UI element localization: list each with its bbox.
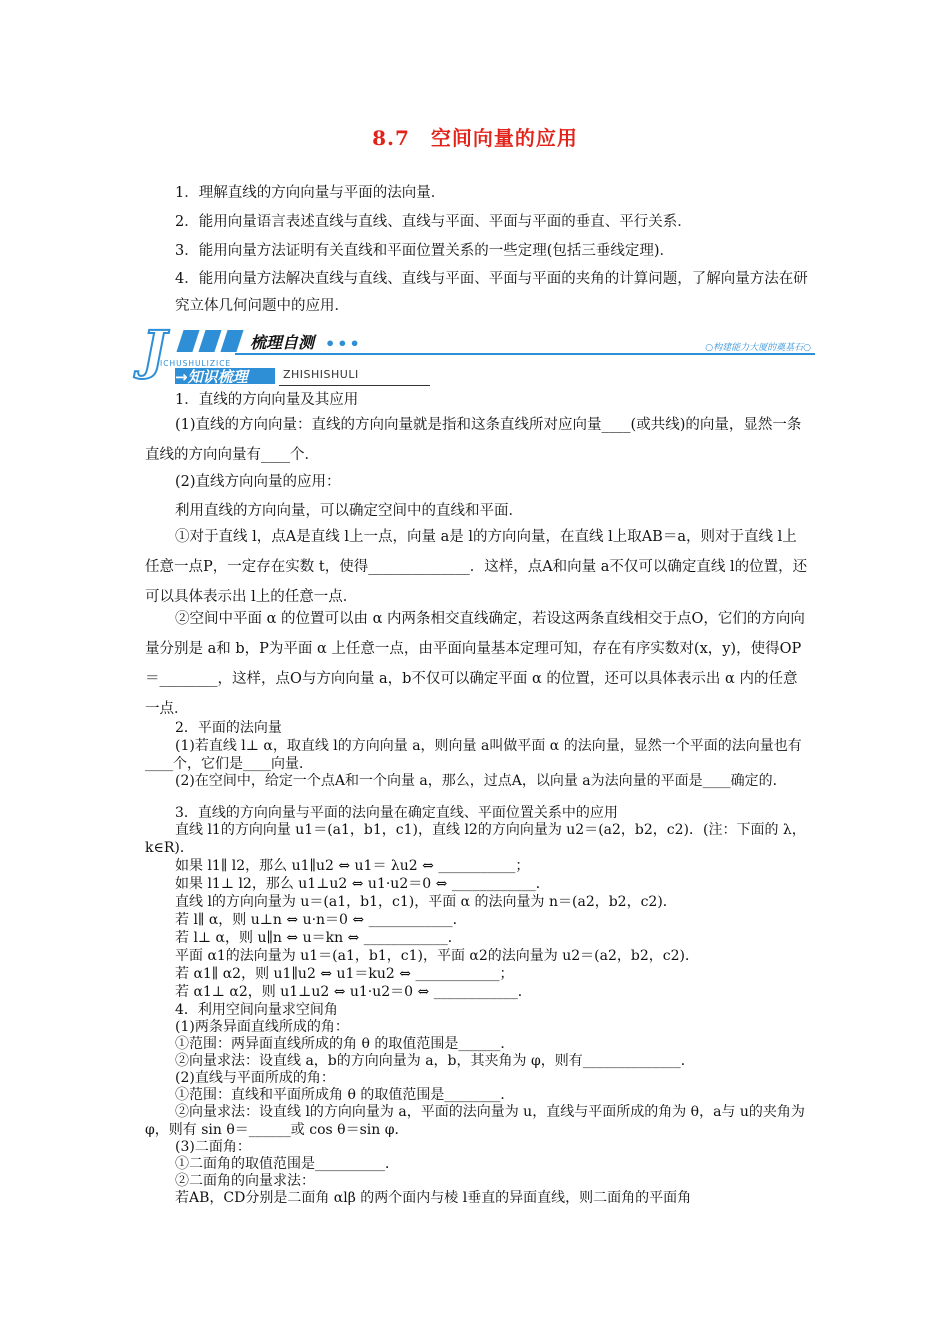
para-3-1: 直线 l1的方向向量 u1＝(a1，b1，c1)，直线 l2的方向向量为 u2＝(a2，b2，c2)．(注：下面的 λ，k∈R)． xyxy=(145,822,806,856)
para-1-2-heading: (2)直线方向向量的应用： xyxy=(175,474,341,490)
banner-rule xyxy=(235,353,815,355)
para-2-heading: 2．平面的法向量 xyxy=(175,720,282,736)
para-3-line-7: 若 α1∥ α2，则 u1∥u2 ⇔ u1＝ku2 ⇔ ____________； xyxy=(175,966,514,982)
para-4-7: (3)二面角： xyxy=(175,1139,251,1155)
para-1-1: (1)直线的方向向量：直线的方向向量就是指和这条直线所对应向量____(或共线)的向量，显然一条直线的方向向量有____个． xyxy=(145,417,802,463)
para-1-2-text: 利用直线的方向向量，可以确定空间中的直线和平面． xyxy=(175,503,523,519)
para-3-line-1: 如果 l1∥ l2，那么 u1∥u2 ⇔ u1＝ λu2 ⇔ ___________； xyxy=(175,858,530,874)
banner-title: 梳理自测 xyxy=(250,333,315,352)
para-3-line-4: 若 l∥ α，则 u⊥n ⇔ u·n＝0 ⇔ ____________． xyxy=(175,912,467,928)
para-3-heading: 3．直线的方向向量与平面的法向量在确定直线、平面位置关系中的应用 xyxy=(175,805,618,821)
para-4-heading: 4．利用空间向量求空间角 xyxy=(175,1002,338,1018)
para-1-circle-2: ②空间中平面 α 的位置可以由 α 内两条相交直线确定，若设这两条直线相交于点O，它们的方向向量分别是 a和 b，P为平面 α 上任意一点，由平面向量基本定理可知，存在有序实数对(x，y)，使得OP＝________，这样，点O与方向向量 a，b不仅可以确定平面 α 的位置，还可以具体表示出 α 内的任意一点． xyxy=(145,611,805,717)
objective-1: 1．理解直线的方向向量与平面的法向量． xyxy=(175,185,446,201)
para-4-10: 若AB，CD分别是二面角 αlβ 的两个面内与棱 l垂直的异面直线，则二面角的平面角 xyxy=(175,1190,692,1206)
para-4-1: (1)两条异面直线所成的角： xyxy=(175,1019,349,1035)
para-2-1: (1)若直线 l⊥ α，取直线 l的方向向量 a，则向量 a叫做平面 α 的法向量，显然一个平面的法向量也有____个，它们是____向量． xyxy=(145,738,802,772)
banner-dots: ••• xyxy=(325,334,362,353)
section-title: 8.7 空间向量的应用 xyxy=(372,126,578,150)
para-3-line-8: 若 α1⊥ α2，则 u1⊥u2 ⇔ u1·u2＝0 ⇔ ____________． xyxy=(175,984,532,1000)
objective-4: 4．能用向量方法解决直线与直线、直线与平面、平面与平面的夹角的计算问题，了解向量方法在研究立体几何问题中的应用． xyxy=(175,271,808,314)
objective-2: 2．能用向量语言表述直线与直线、直线与平面、平面与平面的垂直、平行关系． xyxy=(175,214,692,230)
para-2-2: (2)在空间中，给定一个点A和一个向量 a，那么，过点A，以向量 a为法向量的平面是____确定的． xyxy=(175,773,787,789)
para-1-circle-1: ①对于直线 l，点A是直线 l上一点，向量 a是 l的方向向量，在直线 l上取AB＝a，则对于直线 l上任意一点P，一定存在实数 t，使得______________．这样，点A和向量 a不仅可以确定直线 l的位置，还可以具体表示出 l上的任意一点． xyxy=(145,529,808,605)
banner-stripe xyxy=(198,330,221,352)
para-4-5: ①范围：直线和平面所成角 θ 的取值范围是________． xyxy=(175,1087,515,1103)
para-3-line-6: 平面 α1的法向量为 u1＝(a1，b1，c1)，平面 α2的法向量为 u2＝(a2，b2，c2)． xyxy=(175,948,699,964)
banner-stripe xyxy=(220,330,243,352)
subsection-pinyin: ZHISHISHULI xyxy=(283,368,359,381)
banner-letter: J xyxy=(142,320,167,381)
subsection-label: →知识梳理 xyxy=(175,368,248,386)
objective-3: 3．能用向量方法证明有关直线和平面位置关系的一些定理(包括三垂线定理)． xyxy=(175,243,675,259)
para-3-line-2: 如果 l1⊥ l2，那么 u1⊥u2 ⇔ u1·u2＝0 ⇔ ____________． xyxy=(175,876,550,892)
para-4-8: ①二面角的取值范围是__________． xyxy=(175,1156,399,1172)
para-3-line-5: 若 l⊥ α，则 u∥n ⇔ u＝kn ⇔ ____________． xyxy=(175,930,462,946)
banner-stripe xyxy=(176,330,199,352)
para-3-line-3: 直线 l的方向向量为 u＝(a1，b1，c1)，平面 α 的法向量为 n＝(a2，b2，c2)． xyxy=(175,894,677,910)
para-4-6: ②向量求法：设直线 l的方向向量为 a，平面的法向量为 u，直线与平面所成的角为 θ，a与 u的夹角为 φ，则有 sin θ＝______或 cos θ＝sin φ． xyxy=(145,1104,805,1138)
banner-pinyin: ICHUSHULIZICE xyxy=(160,359,232,368)
para-4-2: ①范围：两异面直线所成的角 θ 的取值范围是______． xyxy=(175,1036,515,1052)
banner-slogan: ○构建能力大厦的奠基石○ xyxy=(705,343,811,353)
para-4-9: ②二面角的向量求法： xyxy=(175,1173,315,1189)
para-1-heading: 1．直线的方向向量及其应用 xyxy=(175,392,359,408)
para-4-4: (2)直线与平面所成的角： xyxy=(175,1070,335,1086)
para-4-3: ②向量求法：设直线 a，b的方向向量为 a，b，其夹角为 φ，则有______________． xyxy=(175,1053,695,1069)
